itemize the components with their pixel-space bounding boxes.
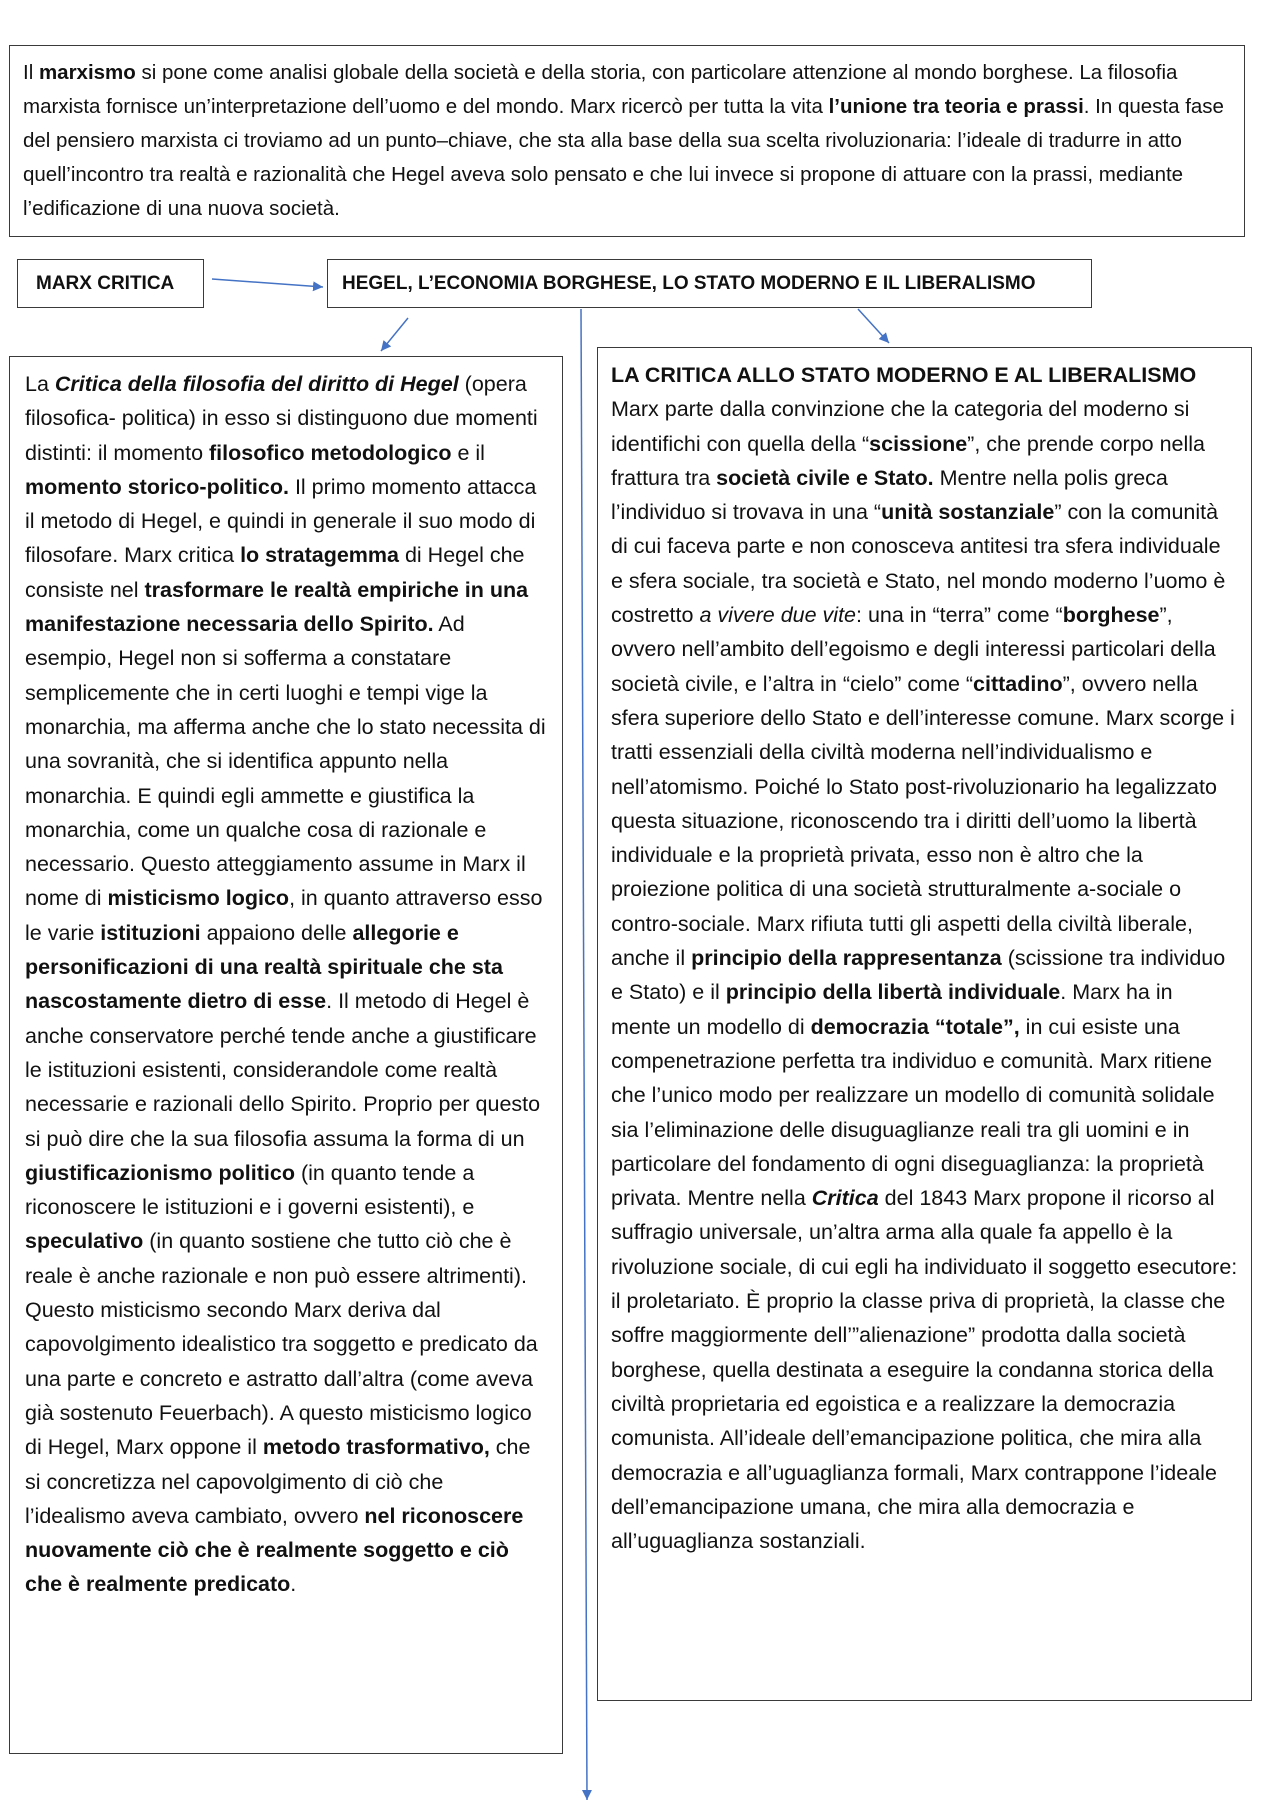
modern-state-critique-title: LA CRITICA ALLO STATO MODERNO E AL LIBERALISMO [611,363,1197,387]
hegel-critique-box [9,356,563,1754]
marx-critica-node [17,259,204,308]
arrow-to-modern-state-critique [858,309,889,343]
arrow-marx-to-targets [212,279,323,287]
critique-targets-node [327,259,1092,308]
hegel-critique-text: La Critica della filosofia del diritto di Hegel (opera filosofica- politica) in esso si distinguono due momenti distinti: il momento filosofico metodologico e il momento storico-politico. Il primo momento attacca il metodo di Hegel, e quindi in generale il suo modo di filosofare. Marx critica lo stratagemma di Hegel che consiste nel trasformare le realtà empiriche in una manifestazione necessaria dello Spirito. Ad esempio, Hegel non si sofferma a constatare semplicemente che in certi luoghi e tempi vige la monarchia, ma afferma anche che lo stato necessita di una sovranità, che si identifica appunto nella monarchia. E quindi egli ammette e giustifica la monarchia, come un qualche cosa di razionale e necessario. Questo atteggiamento assume in Marx il nome di misticismo logico, in quanto attraverso esso le varie istituzioni appaiono delle allegorie e personificazioni di una realtà spirituale che sta nascostamente dietro di esse. Il metodo di Hegel è anche conservatore perché tende anche a giustificare le istituzioni esistenti, considerandole come realtà necessarie e razionali dello Spirito. Proprio per questo si può dire che la sua filosofia assuma la forma di un giustificazionismo politico (in quanto tende a riconoscere le istituzioni e i governi esistenti), e speculativo (in quanto sostiene che tutto ciò che è reale è anche razionale e non può essere altrimenti). Questo misticismo secondo Marx deriva dal capovolgimento idealistico tra soggetto e predicato da una parte e concreto e astratto dall’altra (come aveva già sostenuto Feuerbach). A questo misticismo logico di Hegel, Marx oppone il metodo trasformativo, che si concretizza nel capovolgimento di ciò che l’idealismo aveva cambiato, ovvero nel riconoscere nuovamente ciò che è realmente soggetto e ciò che è realmente predicato. [25,372,546,1597]
intro-paragraph: Il marxismo si pone come analisi globale della società e della storia, con particolare attenzione al mondo borghese. La filosofia marxista fornisce un’interpretazione dell’uomo e del mondo. Marx ricercò per tutta la vita l’unione tra teoria e prassi. In questa fase del pensiero marxista ci troviamo ad un punto–chiave, che sta alla base della sua scelta rivoluzionaria: l’ideale di tradurre in atto quell’incontro tra realtà e razionalità che Hegel aveva solo pensato e che lui invece si propone di attuare con la prassi, mediante l’edificazione di una nuova società. [23,61,1224,220]
marx-critica-label: MARX CRITICA [36,272,175,294]
critique-targets-label: HEGEL, L’ECONOMIA BORGHESE, LO STATO MODERNO E IL LIBERALISMO [342,272,1036,294]
modern-state-critique-box [597,347,1252,1701]
modern-state-critique-text: Marx parte dalla convinzione che la categoria del moderno si identifichi con quella della “scissione”, che prende corpo nella frattura tra società civile e Stato. Mentre nella polis greca l’individuo si trovava in una “unità sostanziale” con la comunità di cui faceva parte e non conosceva antitesi tra sfera individuale e sfera sociale, tra società e Stato, nel mondo moderno l’uomo è costretto a vivere due vite: una in “terra” come “borghese”, ovvero nell’ambito dell’egoismo e degli interessi particolari della società civile, e l’altra in “cielo” come “cittadino”, ovvero nella sfera superiore dello Stato e dell’interesse comune. Marx scorge i tratti essenziali della civiltà moderna nell’individualismo e nell’atomismo. Poiché lo Stato post-rivoluzionario ha legalizzato questa situazione, riconoscendo tra i diritti dell’uomo la libertà individuale e la proprietà privata, esso non è altro che la proiezione politica di una società strutturalmente a-sociale o contro-sociale. Marx rifiuta tutti gli aspetti della civiltà liberale, anche il principio della rappresentanza (scissione tra individuo e Stato) e il principio della libertà individuale. Marx ha in mente un modello di democrazia “totale”, in cui esiste una compenetrazione perfetta tra individuo e comunità. Marx ritiene che l’unico modo per realizzare un modello di comunità solidale sia l’eliminazione delle disuguaglianze reali tra gli uomini e in particolare del fondamento di ogni diseguaglianza: la proprietà privata. Mentre nella Critica del 1843 Marx propone il ricorso al suffragio universale, un’altra arma alla quale fa appello è la rivoluzione sociale, di cui egli ha individuato il soggetto esecutore: il proletariato. È proprio la classe priva di proprietà, la classe che soffre maggiormente dell’”alienazione” prodotta dalla società borghese, quella destinata a eseguire la condanna storica della civiltà proprietaria ed egoistica e a realizzare la democrazia comunista. All’ideale dell’emancipazione politica, che mira alla democrazia e all’uguaglianza formali, Marx contrappone l’ideale dell’emancipazione umana, che mira alla democrazia e all’uguaglianza sostanziali. [611,397,1238,1554]
arrow-to-hegel-critique [381,318,408,351]
arrow-down-continuation [581,309,587,1800]
intro-box [9,45,1245,237]
